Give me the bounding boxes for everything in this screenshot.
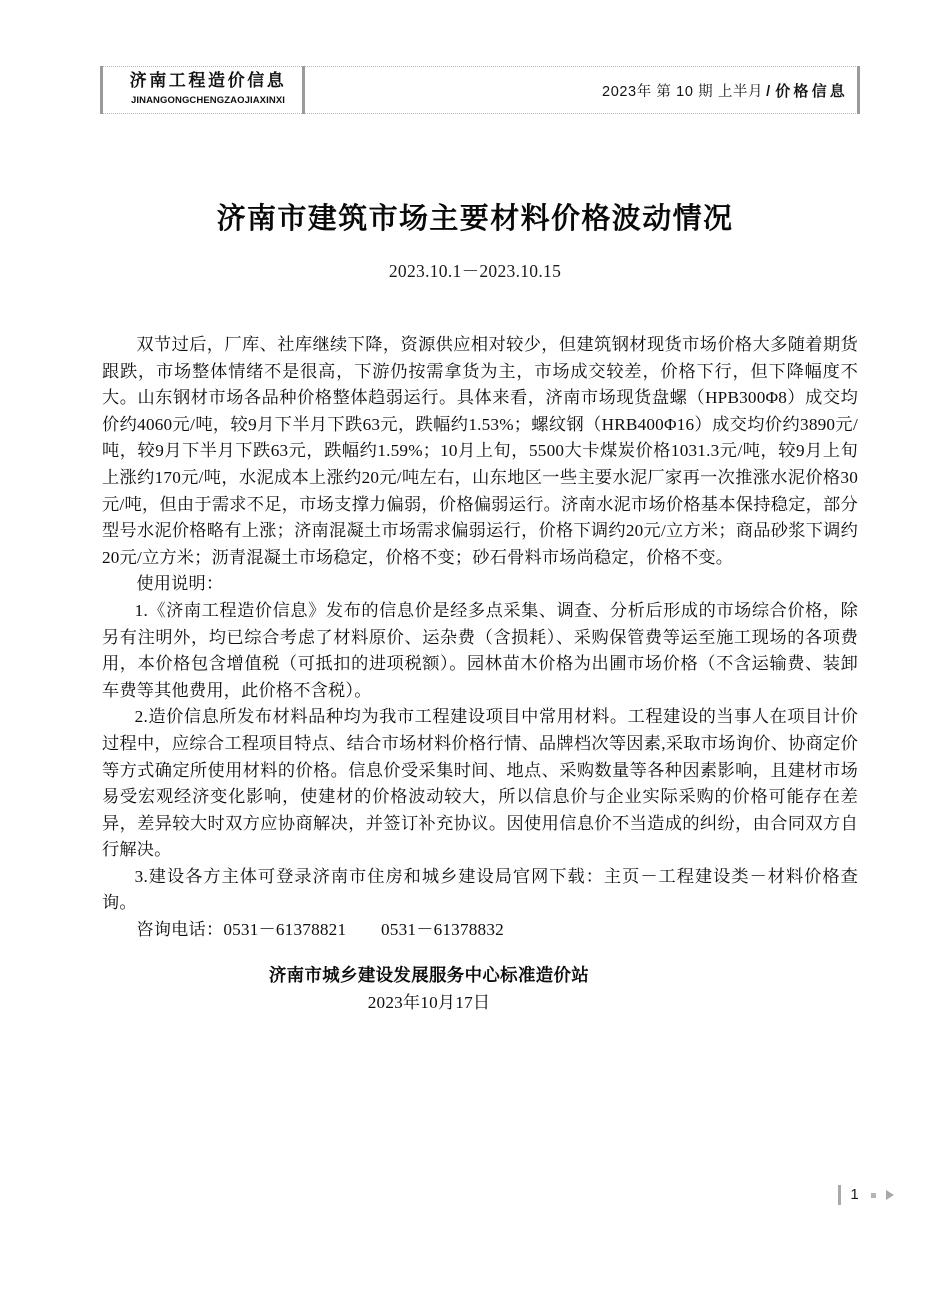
page-masthead [100, 66, 860, 114]
issue-line [602, 80, 848, 101]
issue-number-text: 2023年 第 10 期 上半月 [602, 84, 764, 100]
document-body [102, 332, 858, 944]
signature-date: 2023年10月17日 [367, 993, 491, 1012]
publication-logo [118, 69, 298, 107]
paragraph-note-2: 2.造价信息所发布材料品种均为我市工程建设项目中常用材料。工程建设的当事人在项目计价过程中，应综合工程项目特点、结合市场材料价格行情、品牌档次等因素,采取市场询价、协商定价等方式确定所使用材料的价格。信息价受采集时间、地点、采购数量等各种因素影响，且建材市场易受宏观经济变化影响，使建材的价格波动较大，所以信息价与企业实际采购的价格可能存在差异，差异较大时双方应协商解决，并签订补充协议。因使用信息价不当造成的纠纷，由合同双方自行解决。 [102, 707, 858, 860]
paragraph-usage-heading: 使用说明： [136, 574, 224, 594]
paragraph-note-1: 1.《济南工程造价信息》发布的信息价是经多点采集、调查、分析后形成的市场综合价格，除另有注明外，均已综合考虑了材料原价、运杂费（含损耗）、采购保管费等运至施工现场的各项费用，本价格包含增值税（可抵扣的进项税额）。园林苗木价格为出圃市场价格（不含运输费、装卸车费等其他费用，此价格不含税）。 [102, 600, 858, 700]
publication-name-cn: 济南工程造价信息 [129, 71, 287, 90]
triangle-right-icon [886, 1190, 894, 1200]
paragraph-note-3: 3.建设各方主体可登录济南市住房和城乡建设局官网下载：主页－工程建设类－材料价格查询。 [102, 866, 858, 913]
page-subtitle-date-range: 2023.10.1－2023.10.15 [388, 261, 562, 281]
masthead-rule-right [857, 66, 860, 114]
issue-section-tag: 价格信息 [775, 83, 848, 100]
signature-organization: 济南市城乡建设发展服务中心标准造价站 [268, 965, 590, 985]
page-title: 济南市建筑市场主要材料价格波动情况 [216, 203, 734, 235]
masthead-rule-left [100, 66, 103, 114]
square-marker-icon [871, 1193, 876, 1198]
masthead-rule-middle [302, 66, 305, 114]
page-footer [0, 1182, 950, 1212]
footer-page-number: 1 [850, 1186, 859, 1203]
signature-block [0, 962, 950, 1016]
issue-separator: / [766, 84, 771, 100]
publication-name-pinyin: JINANGONGCHENGZAOJIAXINXI [131, 95, 285, 106]
footer-bar-divider [838, 1185, 841, 1205]
paragraph-contact-phone: 咨询电话：0531－61378821 0531－61378832 [136, 920, 504, 940]
footer-pagination [838, 1182, 894, 1208]
paragraph-market-summary: 双节过后，厂库、社库继续下降，资源供应相对较少，但建筑钢材现货市场价格大多随着期货跟跌，市场整体情绪不是很高，下游仍按需拿货为主，市场成交较差，价格下行，但下降幅度不大。山东钢材市场各品种价格整体趋弱运行。具体来看，济南市场现货盘螺（HPB300Φ8）成交均价约4060元/吨，较9月下半月下跌63元，跌幅约1.53%；螺纹钢（HRB400Φ16）成交均价约3890元/吨，较9月下半月下跌63元，跌幅约1.59%；10月上旬，5500大卡煤炭价格1031.3元/吨，较9月上旬上涨约170元/吨，水泥成本上涨约20元/吨左右，山东地区一些主要水泥厂家再一次推涨水泥价格30元/吨，但由于需求不足，市场支撑力偏弱，价格偏弱运行。济南水泥市场价格基本保持稳定，部分型号水泥价格略有上涨；济南混凝土市场需求偏弱运行，价格下调约20元/立方米；商品砂浆下调约20元/立方米；沥青混凝土市场稳定，价格不变；砂石骨料市场尚稳定，价格不变。 [102, 335, 858, 567]
